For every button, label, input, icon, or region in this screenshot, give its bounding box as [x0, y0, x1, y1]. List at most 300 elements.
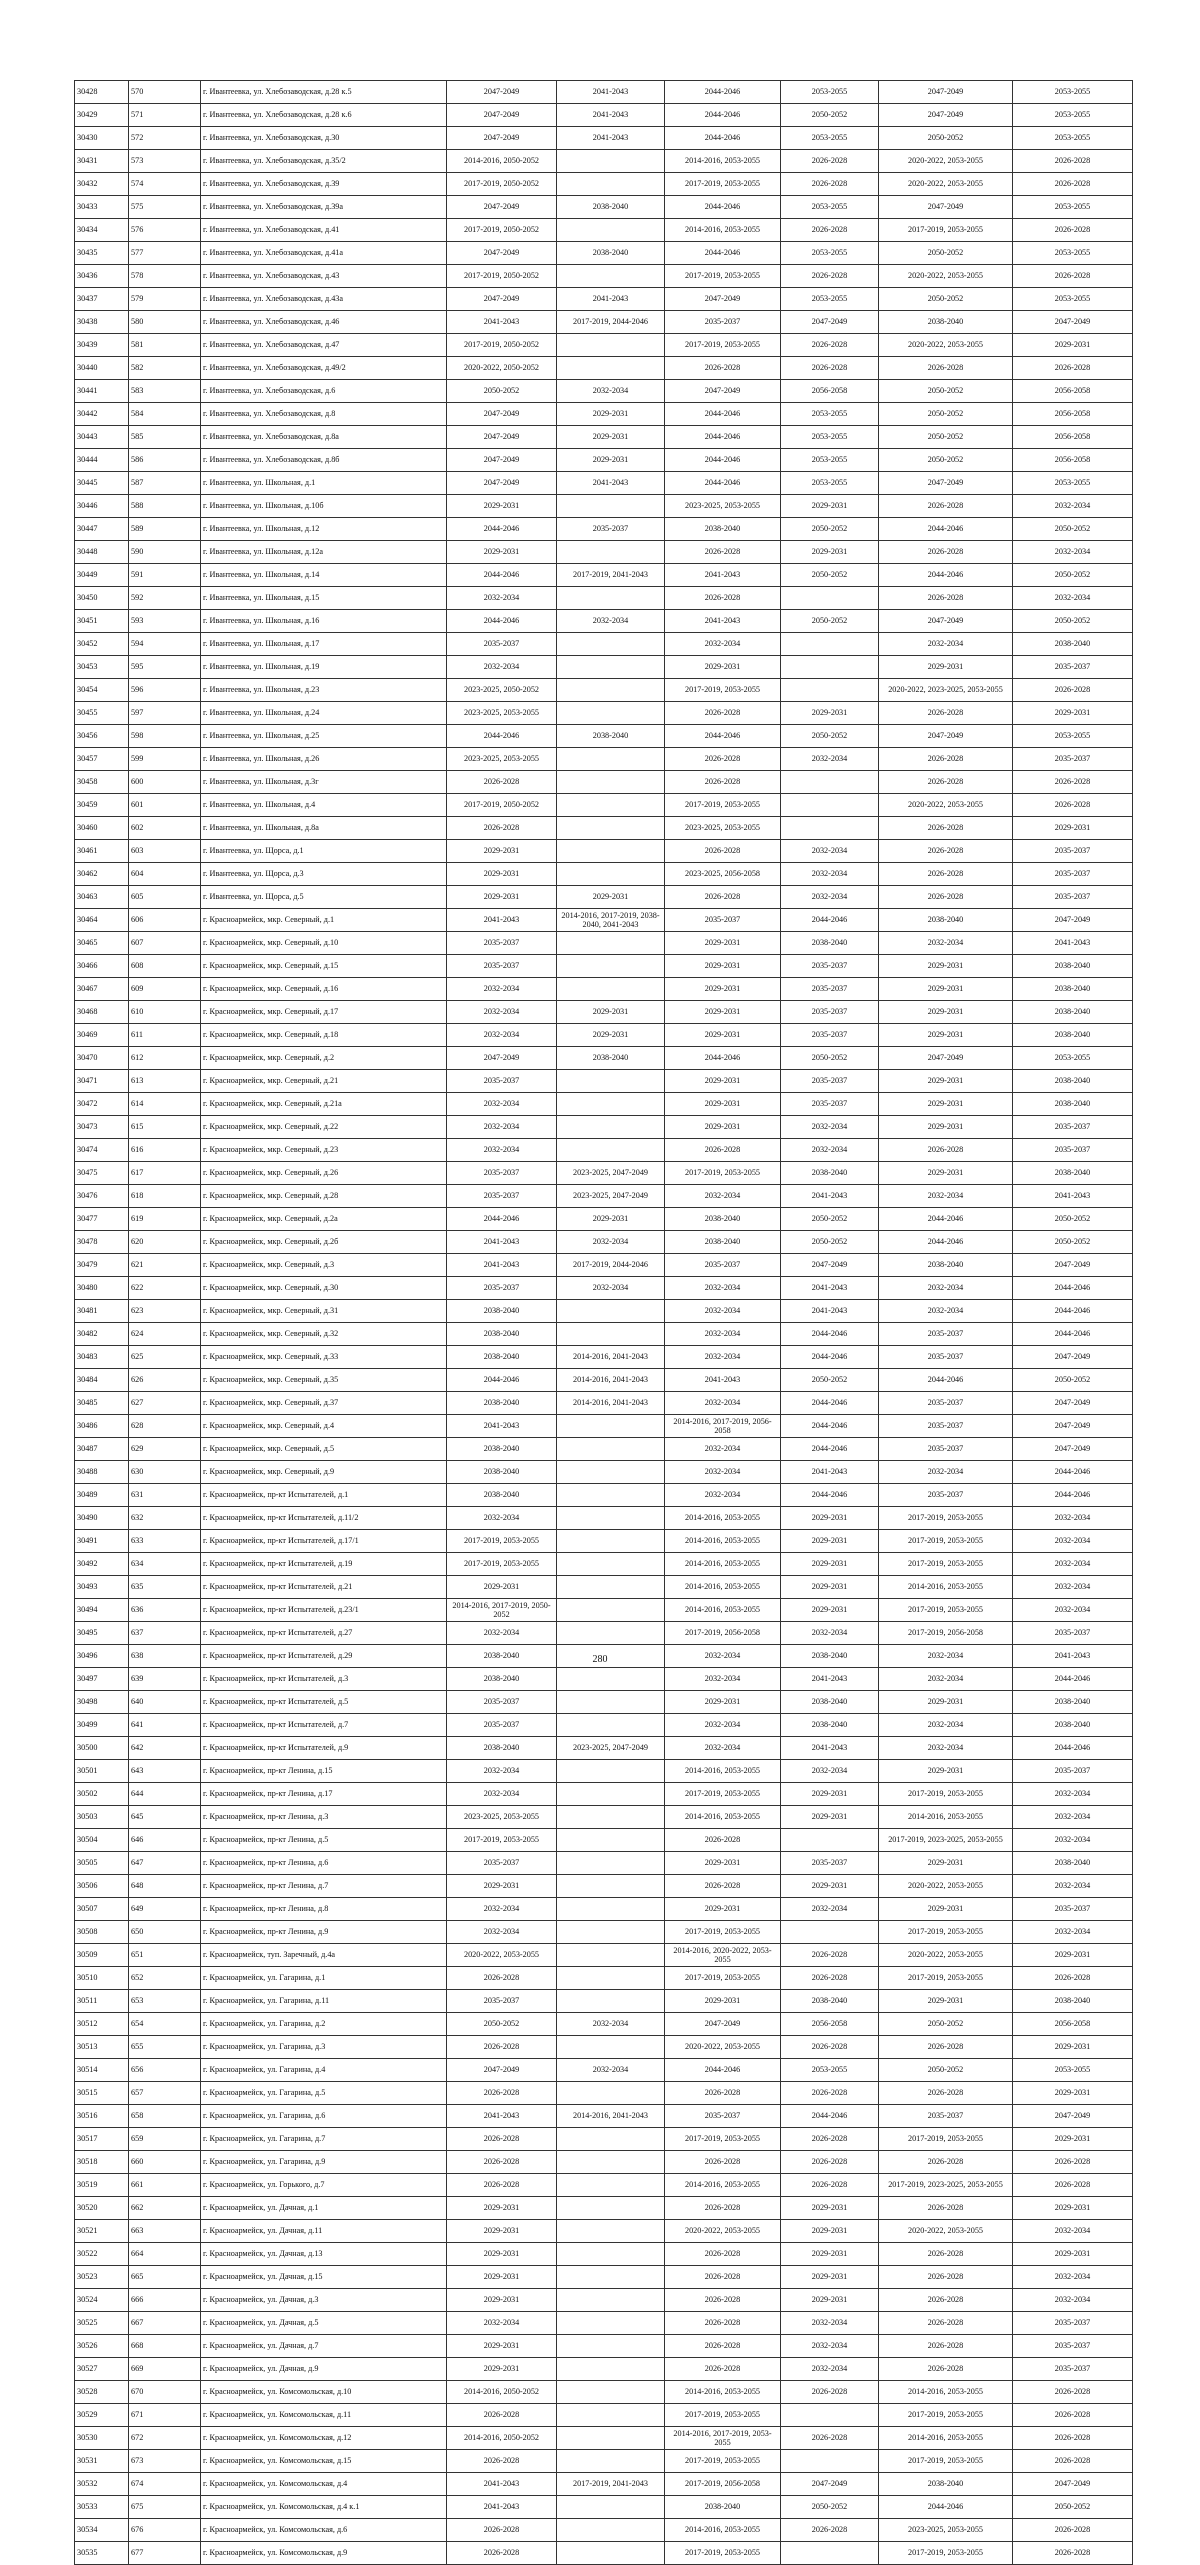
cell-address: г. Красноармейск, мкр. Северный, д.33 — [201, 1346, 447, 1369]
cell-period-1: 2044-2046 — [447, 1208, 557, 1231]
table-row — [75, 1415, 1133, 1438]
cell-period-3: 2014-2016, 2053-2055 — [665, 219, 781, 242]
cell-period-4: 2044-2046 — [781, 1392, 879, 1415]
cell-period-3: 2041-2043 — [665, 564, 781, 587]
table-row — [75, 1944, 1133, 1967]
cell-address: г. Красноармейск, мкр. Северный, д.15 — [201, 955, 447, 978]
cell-period-6: 2047-2049 — [1013, 1438, 1133, 1461]
cell-record-id: 30503 — [75, 1806, 129, 1829]
cell-period-2: 2029-2031 — [557, 449, 665, 472]
table-row — [75, 1185, 1133, 1208]
cell-item-number: 618 — [129, 1185, 201, 1208]
cell-period-1: 2047-2049 — [447, 2059, 557, 2082]
cell-period-3: 2014-2016, 2053-2055 — [665, 2174, 781, 2197]
cell-period-4: 2029-2031 — [781, 495, 879, 518]
cell-period-6: 2026-2028 — [1013, 2450, 1133, 2473]
cell-item-number: 653 — [129, 1990, 201, 2013]
cell-period-4 — [781, 817, 879, 840]
cell-item-number: 629 — [129, 1438, 201, 1461]
table-row — [75, 1760, 1133, 1783]
cell-period-2 — [557, 1967, 665, 1990]
table-row — [75, 2059, 1133, 2082]
cell-item-number: 588 — [129, 495, 201, 518]
cell-period-4 — [781, 2404, 879, 2427]
cell-period-4: 2044-2046 — [781, 2105, 879, 2128]
cell-period-3: 2044-2046 — [665, 403, 781, 426]
cell-item-number: 580 — [129, 311, 201, 334]
cell-period-5: 2032-2034 — [879, 1714, 1013, 1737]
cell-period-2: 2017-2019, 2044-2046 — [557, 1254, 665, 1277]
cell-period-4: 2053-2055 — [781, 81, 879, 104]
cell-period-2 — [557, 2220, 665, 2243]
cell-record-id: 30430 — [75, 127, 129, 150]
cell-period-3: 2017-2019, 2053-2055 — [665, 2128, 781, 2151]
cell-address: г. Красноармейск, пр-кт Ленина, д.8 — [201, 1898, 447, 1921]
cell-period-6: 2032-2034 — [1013, 1806, 1133, 1829]
cell-period-3: 2017-2019, 2053-2055 — [665, 679, 781, 702]
cell-period-3: 2026-2028 — [665, 2312, 781, 2335]
cell-address: г. Ивантеевка, ул. Хлебозаводская, д.41 — [201, 219, 447, 242]
cell-address: г. Красноармейск, мкр. Северный, д.16 — [201, 978, 447, 1001]
table-row — [75, 1231, 1133, 1254]
cell-period-6: 2026-2028 — [1013, 265, 1133, 288]
cell-period-2 — [557, 2335, 665, 2358]
cell-address: г. Ивантеевка, ул. Хлебозаводская, д.8 — [201, 403, 447, 426]
cell-period-4: 2038-2040 — [781, 1990, 879, 2013]
cell-period-4: 2053-2055 — [781, 403, 879, 426]
table-row — [75, 1300, 1133, 1323]
cell-record-id: 30531 — [75, 2450, 129, 2473]
cell-period-1: 2035-2037 — [447, 1714, 557, 1737]
cell-period-1: 2035-2037 — [447, 1185, 557, 1208]
cell-period-4: 2035-2037 — [781, 978, 879, 1001]
cell-period-5: 2029-2031 — [879, 1116, 1013, 1139]
cell-period-6: 2050-2052 — [1013, 610, 1133, 633]
cell-address: г. Красноармейск, мкр. Северный, д.23 — [201, 1139, 447, 1162]
cell-period-1: 2026-2028 — [447, 817, 557, 840]
cell-period-4: 2026-2028 — [781, 334, 879, 357]
cell-period-2: 2023-2025, 2047-2049 — [557, 1737, 665, 1760]
cell-address: г. Красноармейск, ул. Комсомольская, д.9 — [201, 2542, 447, 2565]
cell-period-3: 2047-2049 — [665, 2013, 781, 2036]
cell-period-6: 2026-2028 — [1013, 2519, 1133, 2542]
cell-period-4: 2050-2052 — [781, 1047, 879, 1070]
table-row — [75, 403, 1133, 426]
cell-period-2 — [557, 1415, 665, 1438]
cell-period-3: 2029-2031 — [665, 1001, 781, 1024]
cell-record-id: 30469 — [75, 1024, 129, 1047]
cell-address: г. Ивантеевка, ул. Щорса, д.3 — [201, 863, 447, 886]
cell-period-4: 2044-2046 — [781, 1484, 879, 1507]
cell-address: г. Красноармейск, мкр. Северный, д.22 — [201, 1116, 447, 1139]
cell-period-5: 2026-2028 — [879, 2335, 1013, 2358]
cell-period-6: 2032-2034 — [1013, 541, 1133, 564]
cell-period-3: 2023-2025, 2056-2058 — [665, 863, 781, 886]
cell-period-2 — [557, 1898, 665, 1921]
cell-period-2 — [557, 1438, 665, 1461]
cell-period-2 — [557, 2197, 665, 2220]
cell-period-6: 2026-2028 — [1013, 1967, 1133, 1990]
cell-period-2 — [557, 495, 665, 518]
cell-period-1: 2029-2031 — [447, 2358, 557, 2381]
cell-period-6: 2053-2055 — [1013, 288, 1133, 311]
cell-period-4: 2032-2034 — [781, 2335, 879, 2358]
cell-period-1: 2032-2034 — [447, 1001, 557, 1024]
cell-period-1: 2038-2040 — [447, 1484, 557, 1507]
cell-period-6: 2029-2031 — [1013, 817, 1133, 840]
cell-period-4: 2032-2034 — [781, 1760, 879, 1783]
cell-period-6: 2026-2028 — [1013, 794, 1133, 817]
cell-period-4: 2038-2040 — [781, 1162, 879, 1185]
cell-period-1: 2020-2022, 2050-2052 — [447, 357, 557, 380]
table-row — [75, 587, 1133, 610]
cell-address: г. Красноармейск, пр-кт Испытателей, д.21 — [201, 1576, 447, 1599]
cell-record-id: 30440 — [75, 357, 129, 380]
cell-address: г. Красноармейск, мкр. Северный, д.28 — [201, 1185, 447, 1208]
cell-period-2 — [557, 2450, 665, 2473]
cell-record-id: 30450 — [75, 587, 129, 610]
cell-period-2: 2029-2031 — [557, 886, 665, 909]
cell-period-4: 2032-2034 — [781, 2358, 879, 2381]
cell-period-6: 2038-2040 — [1013, 955, 1133, 978]
cell-period-3: 2026-2028 — [665, 2289, 781, 2312]
cell-period-4: 2026-2028 — [781, 2128, 879, 2151]
cell-record-id: 30533 — [75, 2496, 129, 2519]
cell-period-3: 2029-2031 — [665, 1093, 781, 1116]
cell-item-number: 654 — [129, 2013, 201, 2036]
cell-record-id: 30481 — [75, 1300, 129, 1323]
table-row — [75, 1668, 1133, 1691]
cell-period-2: 2017-2019, 2044-2046 — [557, 311, 665, 334]
cell-item-number: 635 — [129, 1576, 201, 1599]
cell-period-6: 2026-2028 — [1013, 771, 1133, 794]
cell-record-id: 30495 — [75, 1622, 129, 1645]
table-row — [75, 1484, 1133, 1507]
cell-period-2: 2038-2040 — [557, 196, 665, 219]
cell-period-6: 2053-2055 — [1013, 196, 1133, 219]
cell-period-6: 2047-2049 — [1013, 1346, 1133, 1369]
cell-period-6: 2044-2046 — [1013, 1668, 1133, 1691]
cell-record-id: 30439 — [75, 334, 129, 357]
cell-record-id: 30468 — [75, 1001, 129, 1024]
cell-address: г. Ивантеевка, ул. Хлебозаводская, д.8б — [201, 449, 447, 472]
cell-address: г. Красноармейск, пр-кт Испытателей, д.11/2 — [201, 1507, 447, 1530]
cell-record-id: 30529 — [75, 2404, 129, 2427]
cell-period-2 — [557, 173, 665, 196]
cell-period-4: 2035-2037 — [781, 1852, 879, 1875]
cell-record-id: 30435 — [75, 242, 129, 265]
cell-period-3: 2014-2016, 2053-2055 — [665, 1760, 781, 1783]
cell-item-number: 600 — [129, 771, 201, 794]
cell-period-3: 2026-2028 — [665, 771, 781, 794]
cell-period-3: 2020-2022, 2053-2055 — [665, 2220, 781, 2243]
cell-period-2 — [557, 1530, 665, 1553]
cell-period-6: 2038-2040 — [1013, 1852, 1133, 1875]
cell-period-3: 2032-2034 — [665, 1300, 781, 1323]
cell-period-3: 2023-2025, 2053-2055 — [665, 495, 781, 518]
cell-period-4 — [781, 656, 879, 679]
cell-period-1: 2035-2037 — [447, 1277, 557, 1300]
cell-period-1: 2029-2031 — [447, 2220, 557, 2243]
table-row — [75, 2335, 1133, 2358]
cell-period-6: 2047-2049 — [1013, 1392, 1133, 1415]
cell-period-1: 2017-2019, 2053-2055 — [447, 1530, 557, 1553]
cell-period-1: 2038-2040 — [447, 1461, 557, 1484]
table-row — [75, 1990, 1133, 2013]
cell-record-id: 30492 — [75, 1553, 129, 1576]
table-row — [75, 265, 1133, 288]
cell-period-4: 2029-2031 — [781, 1507, 879, 1530]
cell-period-5: 2047-2049 — [879, 610, 1013, 633]
cell-address: г. Красноармейск, пр-кт Испытателей, д.17/1 — [201, 1530, 447, 1553]
table-row — [75, 679, 1133, 702]
cell-period-1: 2029-2031 — [447, 886, 557, 909]
cell-period-5: 2023-2025, 2053-2055 — [879, 2519, 1013, 2542]
cell-address: г. Красноармейск, ул. Гагарина, д.1 — [201, 1967, 447, 1990]
cell-period-5: 2047-2049 — [879, 81, 1013, 104]
cell-period-6: 2047-2049 — [1013, 311, 1133, 334]
table-row — [75, 150, 1133, 173]
cell-period-2 — [557, 1139, 665, 1162]
cell-period-6: 2035-2037 — [1013, 863, 1133, 886]
cell-period-6: 2029-2031 — [1013, 2243, 1133, 2266]
cell-period-6: 2038-2040 — [1013, 1691, 1133, 1714]
cell-period-6: 2032-2034 — [1013, 1783, 1133, 1806]
cell-period-6: 2035-2037 — [1013, 1760, 1133, 1783]
cell-period-2: 2029-2031 — [557, 1001, 665, 1024]
cell-period-5: 2032-2034 — [879, 1737, 1013, 1760]
cell-period-4: 2053-2055 — [781, 288, 879, 311]
cell-address: г. Красноармейск, ул. Комсомольская, д.11 — [201, 2404, 447, 2427]
cell-record-id: 30526 — [75, 2335, 129, 2358]
cell-period-4: 2050-2052 — [781, 2496, 879, 2519]
cell-period-1: 2035-2037 — [447, 955, 557, 978]
cell-period-3: 2026-2028 — [665, 1139, 781, 1162]
cell-period-3: 2029-2031 — [665, 656, 781, 679]
cell-address: г. Красноармейск, ул. Комсомольская, д.4 к.1 — [201, 2496, 447, 2519]
cell-item-number: 656 — [129, 2059, 201, 2082]
cell-period-4: 2029-2031 — [781, 1553, 879, 1576]
cell-item-number: 589 — [129, 518, 201, 541]
cell-period-6: 2047-2049 — [1013, 2105, 1133, 2128]
cell-record-id: 30473 — [75, 1116, 129, 1139]
cell-period-4: 2044-2046 — [781, 909, 879, 932]
cell-period-3: 2041-2043 — [665, 1369, 781, 1392]
cell-period-2 — [557, 1461, 665, 1484]
table-row — [75, 2473, 1133, 2496]
cell-item-number: 661 — [129, 2174, 201, 2197]
cell-address: г. Красноармейск, ул. Дачная, д.11 — [201, 2220, 447, 2243]
cell-period-2 — [557, 1300, 665, 1323]
cell-record-id: 30432 — [75, 173, 129, 196]
cell-address: г. Ивантеевка, ул. Хлебозаводская, д.35/2 — [201, 150, 447, 173]
cell-item-number: 604 — [129, 863, 201, 886]
cell-address: г. Ивантеевка, ул. Хлебозаводская, д.41а — [201, 242, 447, 265]
cell-item-number: 576 — [129, 219, 201, 242]
cell-period-6: 2026-2028 — [1013, 2427, 1133, 2450]
cell-period-5: 2029-2031 — [879, 1162, 1013, 1185]
cell-period-6: 2050-2052 — [1013, 1208, 1133, 1231]
cell-item-number: 657 — [129, 2082, 201, 2105]
cell-period-3: 2044-2046 — [665, 242, 781, 265]
cell-period-3: 2029-2031 — [665, 1024, 781, 1047]
cell-period-6: 2038-2040 — [1013, 978, 1133, 1001]
cell-period-4: 2050-2052 — [781, 1369, 879, 1392]
cell-address: г. Красноармейск, пр-кт Испытателей, д.5 — [201, 1691, 447, 1714]
table-row — [75, 2151, 1133, 2174]
cell-item-number: 650 — [129, 1921, 201, 1944]
cell-period-1: 2038-2040 — [447, 1668, 557, 1691]
cell-period-1: 2038-2040 — [447, 1323, 557, 1346]
cell-period-2 — [557, 1714, 665, 1737]
cell-period-1: 2017-2019, 2050-2052 — [447, 794, 557, 817]
cell-period-1: 2029-2031 — [447, 2289, 557, 2312]
cell-period-4: 2029-2031 — [781, 1806, 879, 1829]
cell-period-1: 2035-2037 — [447, 932, 557, 955]
cell-period-2 — [557, 817, 665, 840]
cell-period-1: 2044-2046 — [447, 564, 557, 587]
table-row — [75, 1254, 1133, 1277]
cell-item-number: 647 — [129, 1852, 201, 1875]
cell-period-4: 2056-2058 — [781, 2013, 879, 2036]
cell-period-4: 2053-2055 — [781, 242, 879, 265]
cell-period-4: 2038-2040 — [781, 1691, 879, 1714]
cell-address: г. Ивантеевка, ул. Хлебозаводская, д.43 — [201, 265, 447, 288]
cell-period-1: 2029-2031 — [447, 1875, 557, 1898]
cell-record-id: 30461 — [75, 840, 129, 863]
cell-period-4: 2035-2037 — [781, 1070, 879, 1093]
cell-period-2 — [557, 794, 665, 817]
table-row — [75, 127, 1133, 150]
cell-period-6: 2047-2049 — [1013, 2473, 1133, 2496]
cell-period-1: 2026-2028 — [447, 2082, 557, 2105]
cell-period-4: 2050-2052 — [781, 725, 879, 748]
cell-period-4 — [781, 633, 879, 656]
cell-period-3: 2017-2019, 2053-2055 — [665, 1967, 781, 1990]
cell-period-6: 2035-2037 — [1013, 1139, 1133, 1162]
cell-item-number: 660 — [129, 2151, 201, 2174]
table-row — [75, 610, 1133, 633]
table-row — [75, 702, 1133, 725]
cell-period-5: 2017-2019, 2053-2055 — [879, 1967, 1013, 1990]
cell-period-6: 2029-2031 — [1013, 702, 1133, 725]
cell-address: г. Красноармейск, ул. Комсомольская, д.6 — [201, 2519, 447, 2542]
cell-item-number: 587 — [129, 472, 201, 495]
cell-item-number: 592 — [129, 587, 201, 610]
cell-period-5: 2032-2034 — [879, 1645, 1013, 1668]
cell-address: г. Ивантеевка, ул. Школьная, д.23 — [201, 679, 447, 702]
cell-address: г. Красноармейск, ул. Дачная, д.5 — [201, 2312, 447, 2335]
cell-item-number: 642 — [129, 1737, 201, 1760]
table-row — [75, 1829, 1133, 1852]
cell-period-3: 2038-2040 — [665, 518, 781, 541]
cell-period-2: 2038-2040 — [557, 725, 665, 748]
cell-period-3: 2026-2028 — [665, 2151, 781, 2174]
cell-period-4: 2032-2034 — [781, 840, 879, 863]
cell-period-2 — [557, 150, 665, 173]
cell-record-id: 30513 — [75, 2036, 129, 2059]
cell-period-1: 2026-2028 — [447, 2174, 557, 2197]
cell-address: г. Ивантеевка, ул. Хлебозаводская, д.46 — [201, 311, 447, 334]
cell-record-id: 30441 — [75, 380, 129, 403]
cell-record-id: 30448 — [75, 541, 129, 564]
cell-address: г. Ивантеевка, ул. Школьная, д.8а — [201, 817, 447, 840]
cell-period-3: 2017-2019, 2053-2055 — [665, 265, 781, 288]
cell-period-3: 2029-2031 — [665, 1116, 781, 1139]
cell-period-1: 2038-2040 — [447, 1438, 557, 1461]
cell-record-id: 30530 — [75, 2427, 129, 2450]
cell-period-2 — [557, 633, 665, 656]
cell-period-1: 2047-2049 — [447, 81, 557, 104]
cell-period-5: 2029-2031 — [879, 656, 1013, 679]
cell-period-2 — [557, 1323, 665, 1346]
cell-address: г. Красноармейск, ул. Гагарина, д.4 — [201, 2059, 447, 2082]
register-table-container — [74, 80, 1132, 2565]
cell-period-4: 2026-2028 — [781, 1967, 879, 1990]
cell-address: г. Ивантеевка, ул. Хлебозаводская, д.6 — [201, 380, 447, 403]
cell-period-2 — [557, 2312, 665, 2335]
cell-item-number: 571 — [129, 104, 201, 127]
cell-item-number: 613 — [129, 1070, 201, 1093]
cell-item-number: 573 — [129, 150, 201, 173]
cell-period-1: 2032-2034 — [447, 1760, 557, 1783]
cell-period-1: 2029-2031 — [447, 2335, 557, 2358]
cell-address: г. Красноармейск, мкр. Северный, д.31 — [201, 1300, 447, 1323]
cell-period-6: 2053-2055 — [1013, 472, 1133, 495]
cell-record-id: 30489 — [75, 1484, 129, 1507]
table-row — [75, 1852, 1133, 1875]
cell-period-1: 2047-2049 — [447, 127, 557, 150]
cell-period-5: 2017-2019, 2053-2055 — [879, 1530, 1013, 1553]
cell-period-6: 2044-2046 — [1013, 1484, 1133, 1507]
cell-period-6: 2032-2034 — [1013, 1875, 1133, 1898]
cell-period-2 — [557, 2266, 665, 2289]
cell-period-3: 2047-2049 — [665, 380, 781, 403]
cell-period-5: 2047-2049 — [879, 472, 1013, 495]
cell-period-5: 2020-2022, 2053-2055 — [879, 265, 1013, 288]
cell-address: г. Красноармейск, ул. Гагарина, д.6 — [201, 2105, 447, 2128]
table-row — [75, 1369, 1133, 1392]
cell-record-id: 30446 — [75, 495, 129, 518]
cell-period-4: 2026-2028 — [781, 150, 879, 173]
cell-period-4: 2032-2034 — [781, 863, 879, 886]
cell-period-3: 2026-2028 — [665, 840, 781, 863]
cell-record-id: 30434 — [75, 219, 129, 242]
cell-period-5: 2020-2022, 2053-2055 — [879, 1944, 1013, 1967]
cell-period-1: 2047-2049 — [447, 472, 557, 495]
cell-address: г. Ивантеевка, ул. Хлебозаводская, д.8а — [201, 426, 447, 449]
table-row — [75, 1277, 1133, 1300]
cell-period-5: 2020-2022, 2053-2055 — [879, 2220, 1013, 2243]
cell-period-2 — [557, 334, 665, 357]
cell-period-1: 2029-2031 — [447, 495, 557, 518]
cell-period-1: 2047-2049 — [447, 196, 557, 219]
cell-record-id: 30514 — [75, 2059, 129, 2082]
cell-period-5: 2026-2028 — [879, 2036, 1013, 2059]
cell-address: г. Ивантеевка, ул. Хлебозаводская, д.43а — [201, 288, 447, 311]
cell-address: г. Ивантеевка, ул. Хлебозаводская, д.49/2 — [201, 357, 447, 380]
cell-item-number: 677 — [129, 2542, 201, 2565]
cell-period-3: 2029-2031 — [665, 932, 781, 955]
cell-period-5: 2017-2019, 2053-2055 — [879, 2128, 1013, 2151]
cell-record-id: 30455 — [75, 702, 129, 725]
cell-period-2 — [557, 2427, 665, 2450]
cell-period-3: 2017-2019, 2053-2055 — [665, 2404, 781, 2427]
cell-period-1: 2032-2034 — [447, 1024, 557, 1047]
cell-period-5: 2029-2031 — [879, 1093, 1013, 1116]
cell-address: г. Красноармейск, ул. Дачная, д.9 — [201, 2358, 447, 2381]
cell-period-1: 2044-2046 — [447, 518, 557, 541]
